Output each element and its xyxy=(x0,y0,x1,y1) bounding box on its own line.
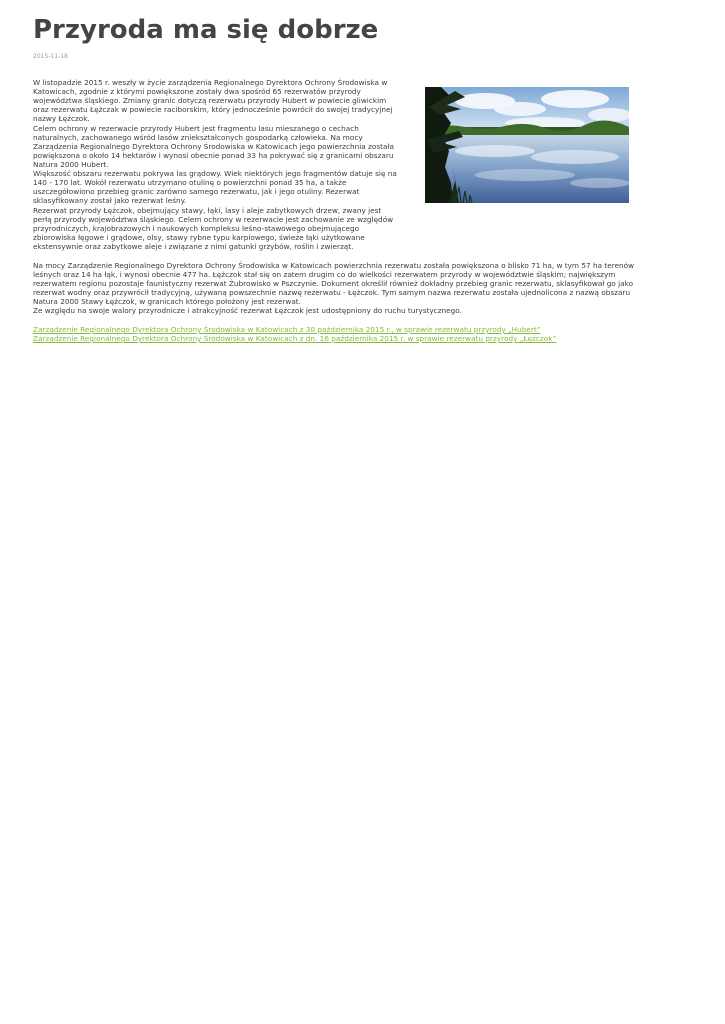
page-title: Przyroda ma się dobrze xyxy=(33,15,379,45)
paragraph: Celem ochrony w rezerwacie przyrody Hubert jest fragmentu lasu mieszanego o cechach naturalnych, zachowanego wśród lasów zniekształconych gospodarką człowieka. Na mocy Zarządzenia Regionalnego Dyrektora Ochrony Środowiska w Katowicach jego powierzchnia została powiększona o około 14 hektarów i wynosi obecnie ponad 33 ha pokrywać się z granicami obszaru Natura 2000 Hubert. xyxy=(33,124,395,169)
paragraph: Większość obszaru rezerwatu pokrywa las grądowy. Wiek niektórych jego fragmentów datuje się na 140 - 170 lat. Wokół rezerwatu utrzymano otulinę o powierzchni ponad 35 ha, a także uszczegółowiono przebieg granic zarówno samego rezerwatu, jak i jego otuliny. Rezerwat sklasyfikowany został jako rezerwat leśny. xyxy=(33,169,397,205)
publish-date: 2015-11-18 xyxy=(33,53,68,60)
paragraph: Na mocy Zarządzenie Regionalnego Dyrektora Ochrony Środowiska w Katowicach powierzchnia rezerwatu została powiększona o blisko 71 ha, w tym 57 ha terenów leśnych oraz 14 ha łąk, i wynosi obecnie 477 ha. Łężczok stał się on zatem drugim co do wielkości rezerwatem przyrody w województwie śląskim; największym rezerwatem regionu pozostaje faunistyczny rezerwat Żubrowisko w Pszczynie. Dokument określił również dokładny przebieg granic rezerwatu, sklasyfikował go jako rezerwat wodny oraz przywrócił tradycyjną, używaną powszechnie nazwę rezerwatu - Łężczok. Tym samym nazwa rezerwatu została ujednolicona z nazwą obszaru Natura 2000 Stawy Łężczok, w granicach którego położony jest rezerwat. xyxy=(33,261,635,306)
link-hubert-regulation[interactable]: Zarządzenie Regionalnego Dyrektora Ochrony Środowiska w Katowicach z 30 października 2015 r., w sprawie rezerwatu przyrody „Hubert” xyxy=(33,325,541,334)
paragraph: Rezerwat przyrody Łężczok, obejmujący stawy, łąki, lasy i aleje zabytkowych drzew, zwany jest perłą przyrody województwa śląskiego. Celem ochrony w rezerwacie jest zachowanie ze względów przyrodniczych, krajobrazowych i naukowych kompleksu leśno-stawowego obejmującego zbiorowiska łęgowe i grądowe, olsy, stawy rybne typu karpiowego, świeże łąki użytkowane ekstensywnie oraz zabytkowe aleje i związane z nimi gatunki grzybów, roślin i zwierząt. xyxy=(33,206,394,251)
lake-photo-graphic xyxy=(425,87,629,203)
paragraph: W listopadzie 2015 r. weszły w życie zarządzenia Regionalnego Dyrektora Ochrony Środowiska w Katowicach, zgodnie z którymi powiększone zostały dwa spośród 65 rezerwatów przyrody województwa śląskiego. Zmiany granic dotyczą rezerwatu przyrody Hubert w powiecie gliwickim oraz rezerwatu Łężczak w powiecie raciborskim, który jednocześnie powrócił do swojej tradycyjnej nazwy Łężczok. xyxy=(33,78,393,123)
document-links xyxy=(33,325,655,343)
link-lezczok-regulation[interactable]: Zarządzenie Regionalnego Dyrektora Ochrony Środowiska w Katowicach z dn. 16 października 2015 r. w sprawie rezerwatu przyrody „Łężczok” xyxy=(33,334,557,343)
lake-landscape-photo xyxy=(425,87,629,203)
paragraph: Ze względu na swoje walory przyrodnicze i atrakcyjność rezerwat Łężczok jest udostępniony do ruchu turystycznego. xyxy=(33,306,462,315)
